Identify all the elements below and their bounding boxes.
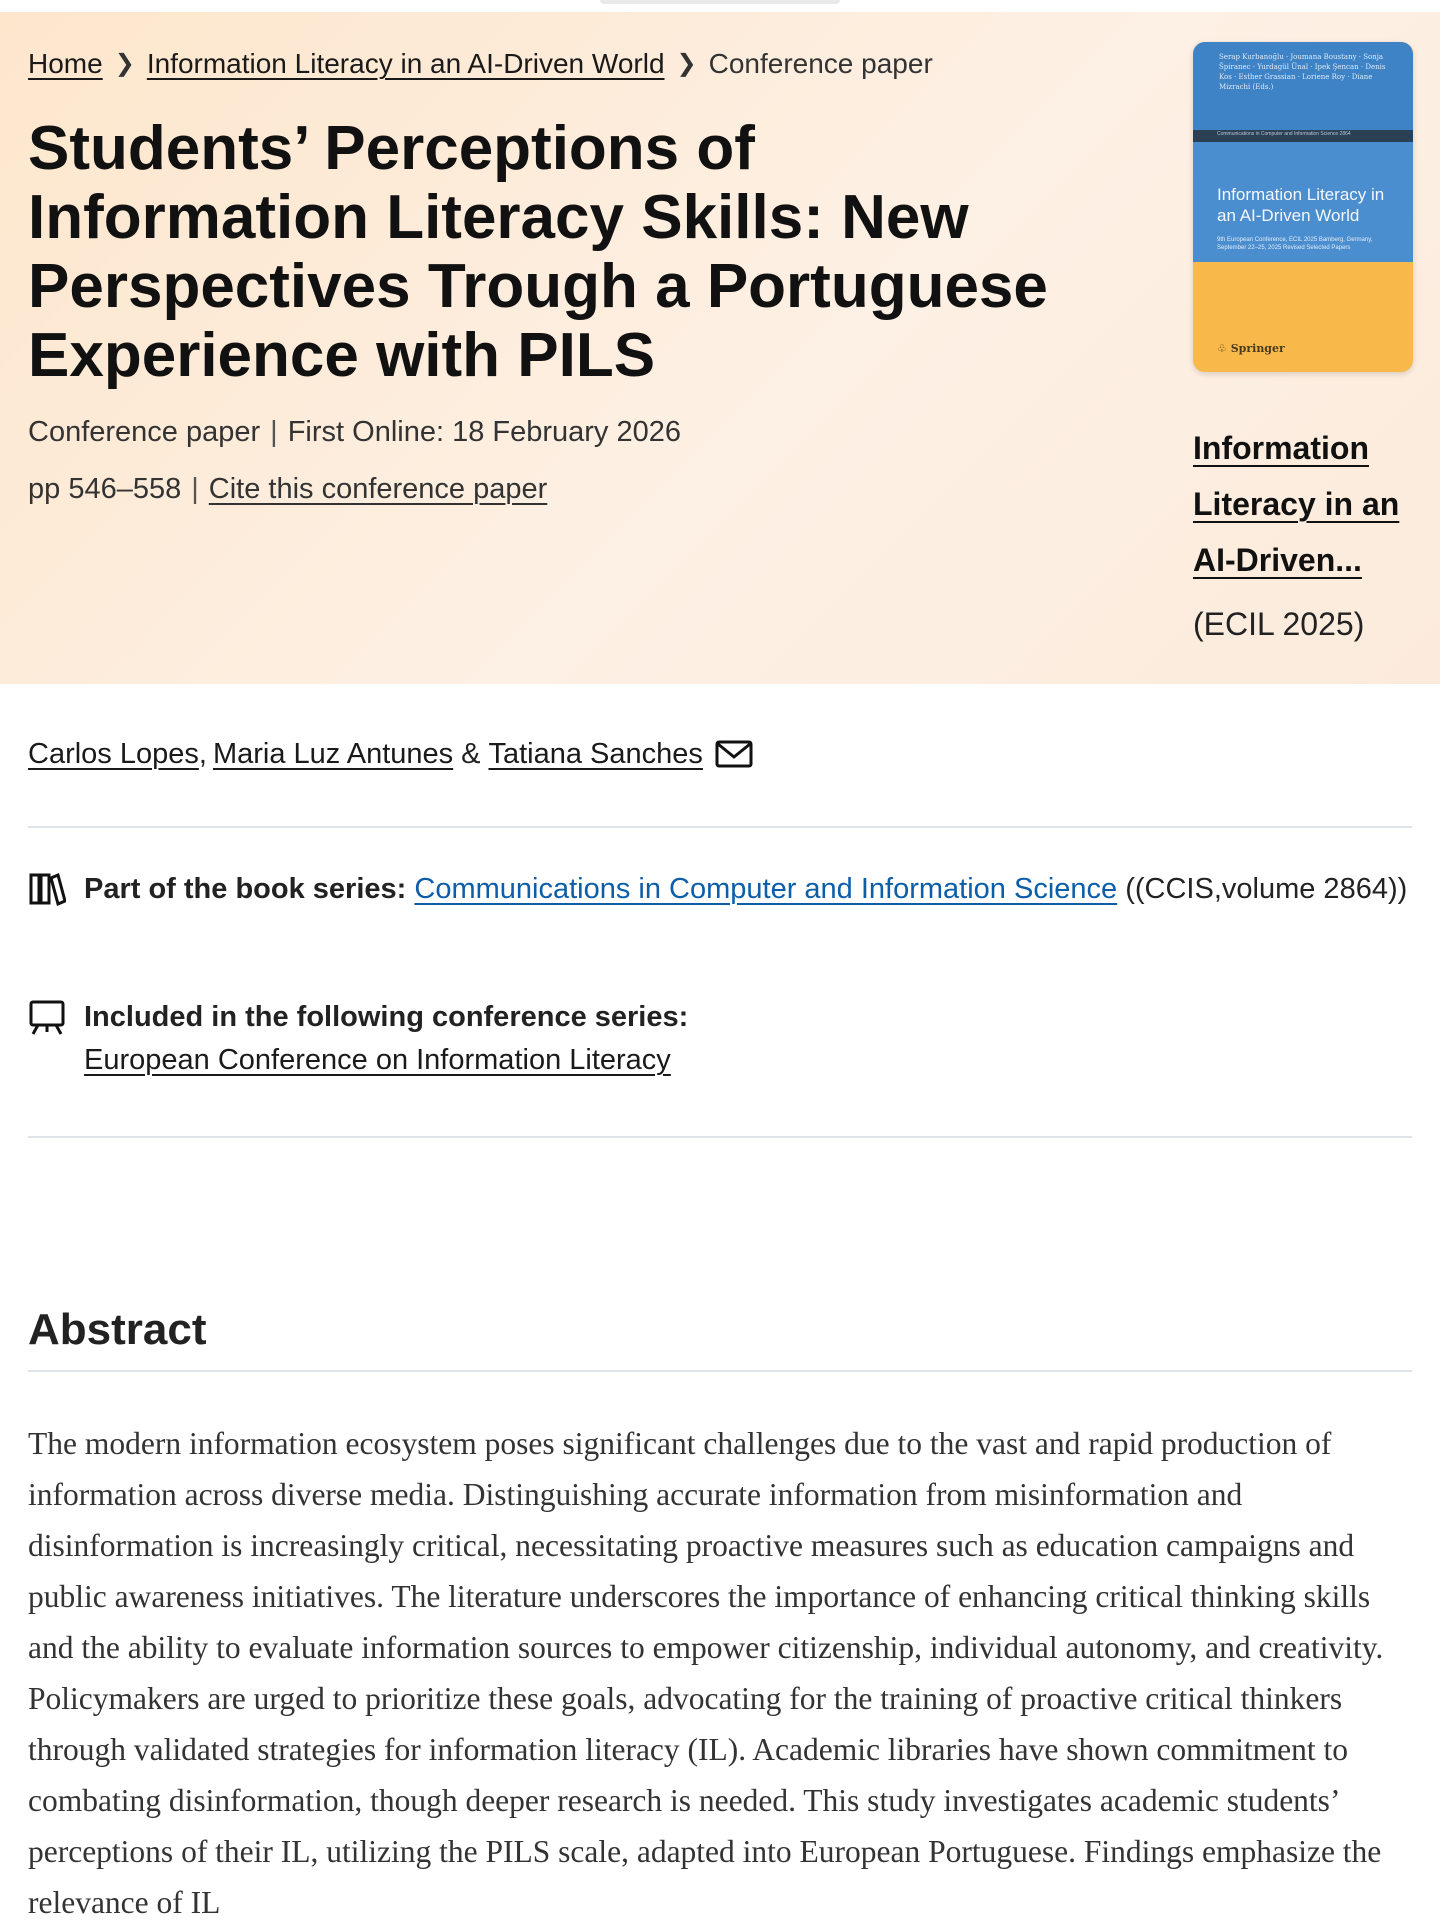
author-comma: , (198, 738, 207, 770)
content-type: Conference paper (28, 416, 261, 448)
mail-icon[interactable] (715, 739, 753, 769)
author-list (28, 734, 753, 774)
book-title-link[interactable]: Information Literacy in an AI-Driven... (1193, 430, 1400, 578)
book-conference-label: (ECIL 2025) (1193, 606, 1365, 642)
breadcrumb (28, 46, 933, 82)
conference-series-link[interactable]: European Conference on Information Literacy (84, 1044, 671, 1076)
meta-separator: | (270, 416, 278, 448)
page-range-row (28, 470, 547, 508)
book-series-row (28, 868, 1408, 911)
cite-link[interactable]: Cite this conference paper (208, 473, 548, 505)
book-series-label: Part of the book series: (84, 873, 407, 905)
book-cover-image[interactable] (1193, 42, 1413, 372)
book-series-volume: ((CCIS,volume 2864)) (1125, 873, 1408, 905)
chevron-right-icon: ❯ (114, 50, 135, 77)
book-title-block (1193, 420, 1413, 588)
cover-series-band (1193, 130, 1413, 142)
first-online-date: First Online: 18 February 2026 (287, 416, 682, 448)
hero-header (0, 12, 1440, 684)
abstract-heading: Abstract (28, 1305, 207, 1354)
cover-editors: Serap Kurbanoğlu · Joumana Boustany · Sonja Špiranec · Yurdagül Ünal · Ipek Şencan · Denis Kos · Esther Grassian · Loriene Roy · Diane Mizrachi (Eds.) (1219, 53, 1386, 91)
author-link-tatiana-sanches[interactable]: Tatiana Sanches (488, 738, 703, 770)
breadcrumb-home-link[interactable]: Home (28, 48, 103, 79)
author-link-carlos-lopes[interactable]: Carlos Lopes (28, 738, 199, 770)
publication-meta (28, 413, 681, 451)
conference-series-row (28, 996, 1408, 1082)
books-icon (28, 870, 66, 908)
author-link-maria-luz-antunes[interactable]: Maria Luz Antunes (212, 738, 454, 770)
meta-separator: | (191, 473, 199, 505)
abstract-text: The modern information ecosystem poses significant challenges due to the vast and rapid production of information across diverse media. Distinguishing accurate information from misinformation and disinformation is increasingly critical, necessitating proactive measures such as education campaigns and public awareness initiatives. The literature underscores the importance of enhancing critical thinking skills and the ability to evaluate information sources to empower citizenship, individual autonomy, and creativity. Policymakers are urged to prioritize these goals, advocating for the training of proactive critical thinkers through validated strategies for information literacy (IL). Academic libraries have shown commitment to combating disinformation, though deeper research is needed. This study investigates academic students’ perceptions of their IL, utilizing the PILS scale, adapted into European Portuguese. Findings emphasize the relevance of IL (28, 1426, 1384, 1920)
chevron-right-icon: ❯ (676, 50, 697, 77)
book-series-link[interactable]: Communications in Computer and Information Science (414, 873, 1118, 905)
cover-publisher-name: Springer (1230, 342, 1285, 355)
breadcrumb-current: Conference paper (708, 48, 933, 79)
divider (28, 826, 1412, 828)
presentation-icon (28, 998, 66, 1036)
page-title: Students’ Perceptions of Information Literacy Skills: New Perspectives Trough a Portuguese Experience with PILS (28, 114, 1048, 390)
breadcrumb-book-link[interactable]: Information Literacy in an AI-Driven World (146, 48, 665, 79)
divider (28, 1136, 1412, 1138)
conference-series-text (84, 996, 688, 1082)
page-range: pp 546–558 (28, 473, 182, 505)
cover-subtitle: 9th European Conference, ECIL 2025 Bamberg, Germany, September 22–25, 2025 Revised Selected Papers (1217, 237, 1373, 251)
cover-publisher: ♧ Springer (1217, 342, 1285, 355)
conference-series-label: Included in the following conference series: (84, 1001, 689, 1033)
cover-title: Information Literacy in an AI-Driven World (1217, 185, 1385, 225)
divider (28, 1370, 1412, 1372)
author-ampersand: & (461, 738, 481, 770)
book-series-text (84, 868, 1407, 911)
cover-series-text: Communications in Computer and Information Science 2864 (1217, 131, 1351, 137)
top-edge-bar (600, 0, 840, 4)
